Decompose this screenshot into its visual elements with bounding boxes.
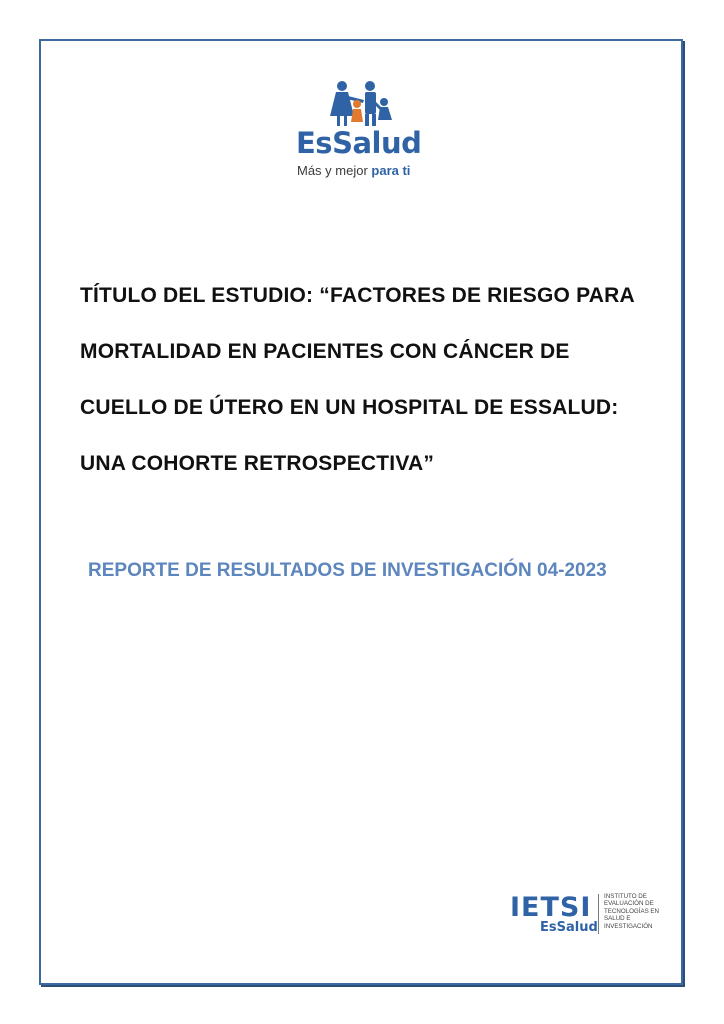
page-frame <box>39 39 683 985</box>
essalud-tagline: Más y mejor para ti <box>297 163 411 178</box>
ietsi-divider <box>598 894 599 934</box>
ietsi-logo <box>510 890 670 940</box>
essalud-logo <box>290 80 440 180</box>
study-title <box>80 268 645 492</box>
essalud-wordmark: EsSalud <box>296 126 422 160</box>
family-icon <box>326 80 396 128</box>
study-title-line: TÍTULO DEL ESTUDIO: “FACTORES DE RIESGO PARA <box>80 284 635 307</box>
ietsi-brand: EsSalud <box>540 920 598 935</box>
report-code: REPORTE DE RESULTADOS DE INVESTIGACIÓN 04-2023 <box>88 560 607 581</box>
ietsi-description: INSTITUTO DE EVALUACIÓN DE TECNOLOGÍAS EN SALUD E INVESTIGACIÓN <box>604 893 660 930</box>
study-title-line: UNA COHORTE RETROSPECTIVA” <box>80 452 435 475</box>
study-title-line: MORTALIDAD EN PACIENTES CON CÁNCER DE <box>80 340 570 363</box>
ietsi-acronym: IETSI <box>510 892 592 923</box>
study-title-line: CUELLO DE ÚTERO EN UN HOSPITAL DE ESSALUD: <box>80 396 619 419</box>
